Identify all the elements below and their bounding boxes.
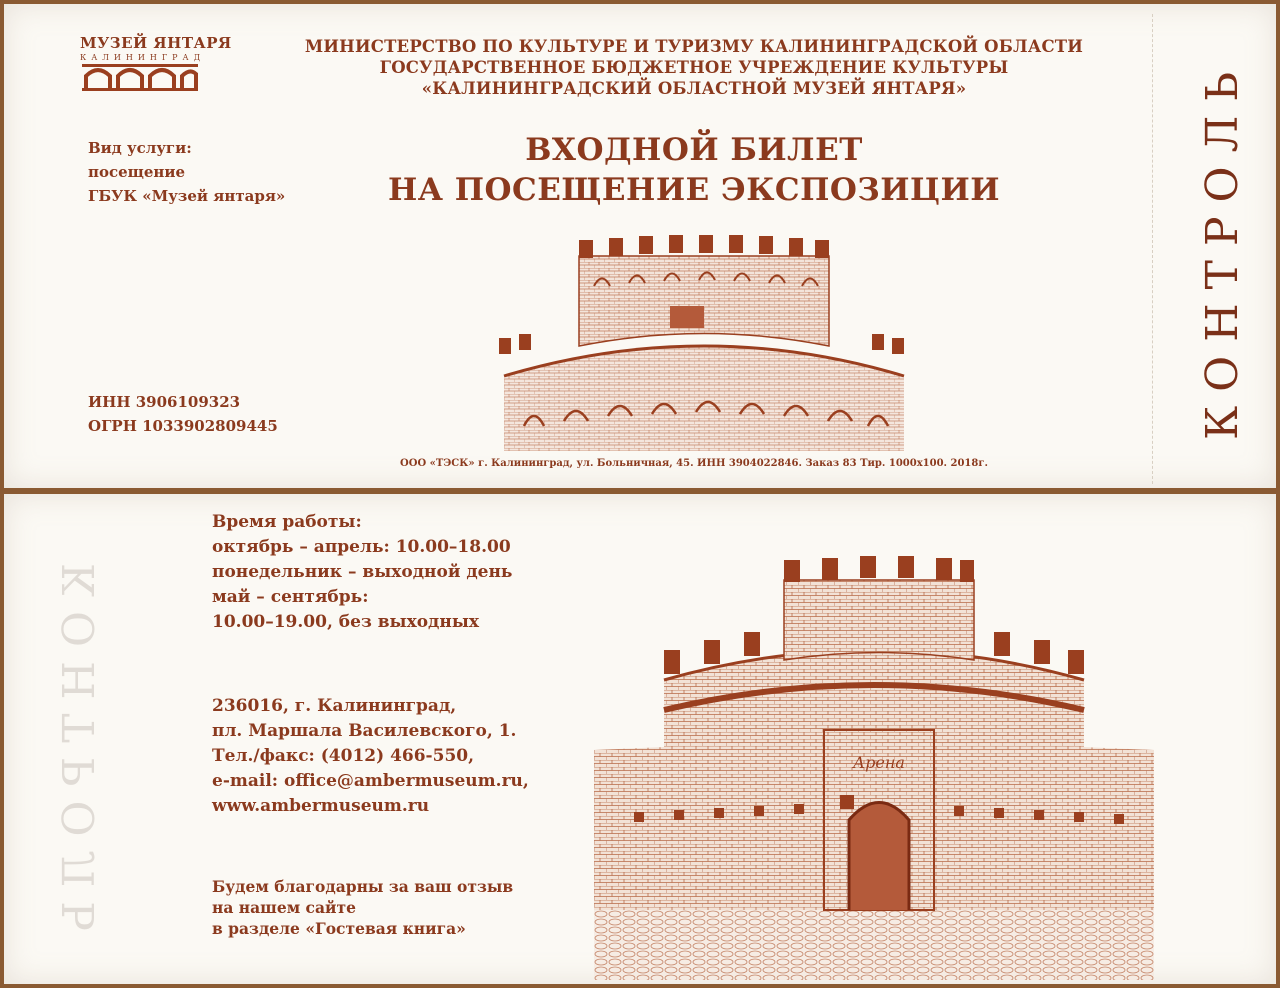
- address-line4: e-mail: office@ambermuseum.ru,: [212, 771, 529, 791]
- contact-address: [212, 694, 529, 819]
- ministry-line3: «КАЛИНИНГРАДСКИЙ ОБЛАСТНОЙ МУЗЕЙ ЯНТАРЯ»: [421, 79, 967, 98]
- feedback-note: [212, 876, 513, 939]
- address-line1: 236016, г. Калининград,: [212, 696, 457, 716]
- printer-info: ООО «ТЭСК» г. Калининград, ул. Больничная, 45. ИНН 3904022846. Заказ 83 Тир. 1000х100. 2018г.: [400, 458, 988, 469]
- hours-line3: май – сентябрь:: [212, 587, 369, 607]
- ministry-line1: МИНИСТЕРСТВО ПО КУЛЬТУРЕ И ТУРИЗМУ КАЛИНИНГРАДСКОЙ ОБЛАСТИ: [304, 37, 1084, 56]
- hours-line4: 10.00–19.00, без выходных: [212, 612, 480, 632]
- registration-ids: [88, 390, 278, 438]
- logo-city: КАЛИНИНГРАД: [80, 53, 206, 62]
- perforation-line: [1152, 14, 1153, 484]
- opening-hours: [212, 510, 512, 635]
- issuer-header: [304, 36, 1084, 99]
- service-line2: ГБУК «Музей янтаря»: [88, 187, 286, 205]
- fortress-gate-sketch-icon: [594, 550, 1154, 980]
- feedback-line2: на нашем сайте: [212, 898, 356, 917]
- ghost-control-print: [34, 534, 124, 974]
- tower-sketch-icon: [484, 226, 924, 458]
- service-line1: посещение: [88, 163, 186, 181]
- title-line1: ВХОДНОЙ БИЛЕТ: [525, 132, 863, 168]
- logo-name: МУЗЕЙ ЯНТАРЯ: [80, 34, 232, 52]
- arches-logo-icon: [80, 62, 200, 92]
- feedback-line3: в разделе «Гостевая книга»: [212, 919, 466, 938]
- museum-logo: [80, 34, 240, 96]
- address-line3: Тел./факс: (4012) 466-550,: [212, 746, 475, 766]
- control-label: КОНТРОЛЬ: [1196, 58, 1248, 440]
- hours-line2: понедельник – выходной день: [212, 562, 513, 582]
- ticket-title: [384, 130, 1004, 210]
- gate-sign: Арена: [853, 753, 905, 772]
- title-line2: НА ПОСЕЩЕНИЕ ЭКСПОЗИЦИИ: [387, 172, 1001, 208]
- hours-line1: октябрь – апрель: 10.00–18.00: [212, 537, 511, 557]
- ticket-back: [4, 494, 1276, 984]
- hours-title: Время работы:: [212, 512, 362, 532]
- feedback-line1: Будем благодарны за ваш отзыв: [212, 877, 514, 896]
- service-label: Вид услуги:: [88, 139, 192, 157]
- address-line2: пл. Маршала Василевского, 1.: [212, 721, 517, 741]
- ministry-line2: ГОСУДАРСТВЕННОЕ БЮДЖЕТНОЕ УЧРЕЖДЕНИЕ КУЛЬТУРЫ: [379, 58, 1009, 77]
- ghost-control-label: КОНТРОЛЬ: [53, 563, 105, 945]
- ogrn: ОГРН 1033902809445: [88, 417, 278, 435]
- address-line5: www.ambermuseum.ru: [212, 796, 430, 816]
- ticket-front: [4, 4, 1276, 488]
- control-stub: [1180, 10, 1264, 488]
- inn: ИНН 3906109323: [88, 393, 241, 411]
- service-type: [88, 136, 285, 208]
